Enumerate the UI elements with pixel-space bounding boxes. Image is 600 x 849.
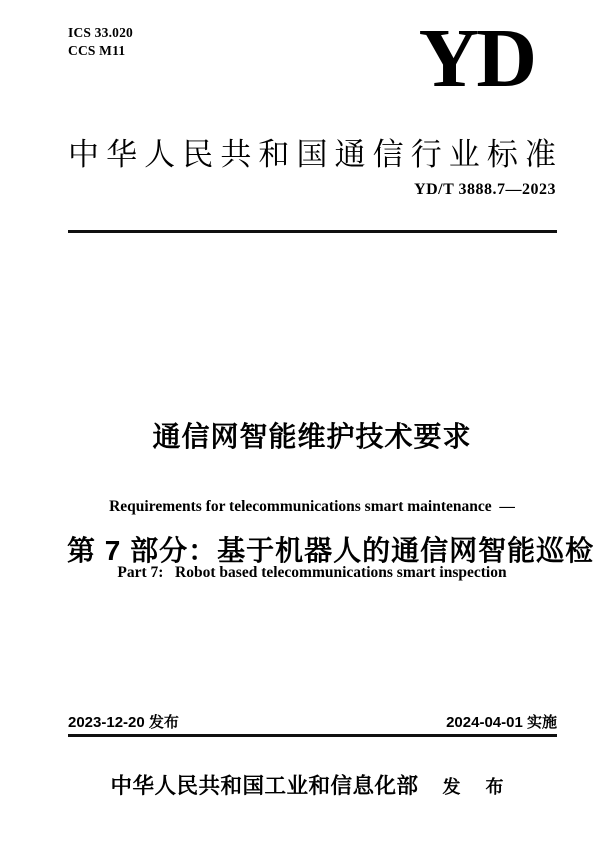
- title-en-line2: Part 7: Robot based telecommunications smart inspection: [117, 564, 507, 581]
- publish-label: 发 布: [442, 777, 514, 797]
- top-rule: [68, 230, 557, 233]
- title-en-line1: Requirements for telecommunications smart maintenance —: [109, 498, 515, 515]
- title-cn-line2: 第 7 部分：基于机器人的通信网智能巡检: [67, 535, 595, 566]
- classification-codes: [68, 24, 133, 60]
- issue-date: 2023-12-20 发布: [68, 714, 179, 731]
- ccs-code: CCS M11: [68, 43, 126, 58]
- bottom-rule: [68, 734, 557, 737]
- standard-number: YD/T 3888.7—2023: [414, 181, 556, 198]
- standard-category-name: 中 华 人 民 共 和 国 通 信 行 业 标 准: [68, 137, 556, 172]
- title-english: [67, 452, 595, 628]
- title-cn-line1: 通信网智能维护技术要求: [152, 421, 472, 452]
- publisher-row: [55, 769, 569, 800]
- dates-row: [68, 711, 557, 732]
- publisher-name: 中华人民共和国工业和信息化部: [110, 774, 419, 798]
- yd-logo: YD: [418, 12, 534, 105]
- ics-code: ICS 33.020: [68, 25, 134, 40]
- implement-date: 2024-04-01 实施: [446, 714, 557, 731]
